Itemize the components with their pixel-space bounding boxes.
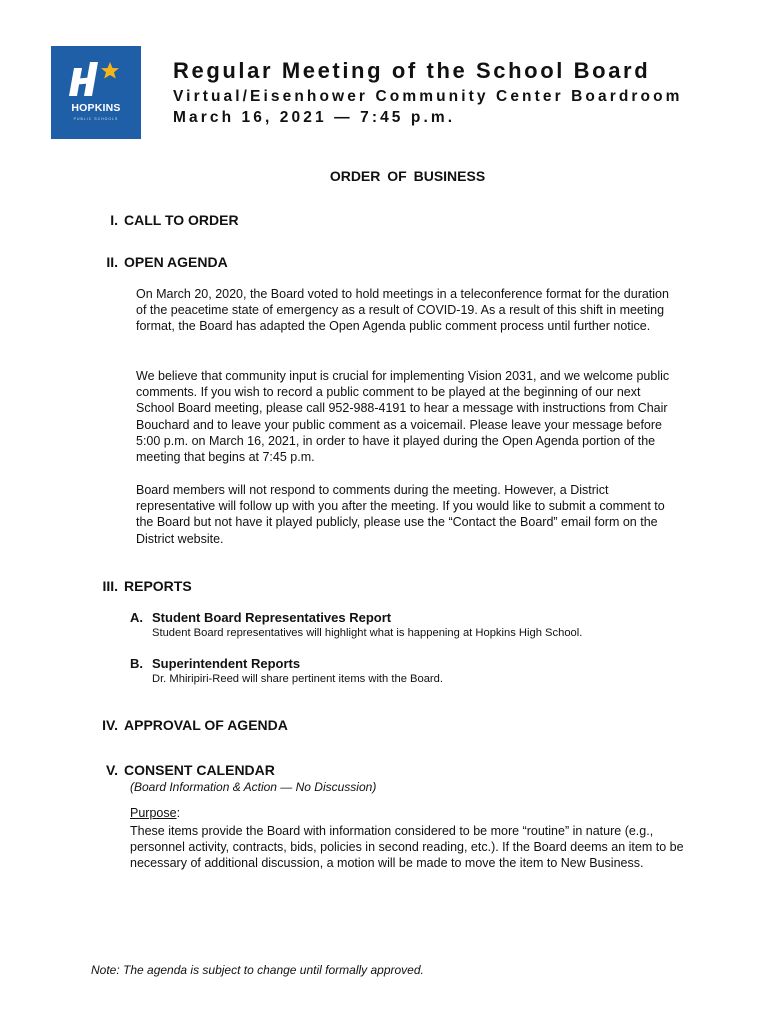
section-consent-calendar xyxy=(82,762,275,778)
section-number: V. xyxy=(106,762,118,778)
page-title: Regular Meeting of the School Board xyxy=(173,58,651,83)
section-number: II. xyxy=(106,254,118,270)
purpose-label-text: Purpose xyxy=(130,806,177,820)
meeting-location: Virtual/Eisenhower Community Center Boardroom xyxy=(173,88,683,105)
hopkins-h-mark-icon xyxy=(51,46,141,139)
section-number: III. xyxy=(102,578,118,594)
section-number: I. xyxy=(110,212,118,228)
section-open-agenda xyxy=(82,254,228,270)
report-a-title: Student Board Representatives Report xyxy=(152,610,392,625)
section-reports xyxy=(82,578,192,594)
hopkins-logo xyxy=(51,46,141,139)
report-b-heading xyxy=(130,656,300,671)
purpose-label: Purpose: xyxy=(130,806,181,820)
open-agenda-paragraph-1: On March 20, 2020, the Board voted to hold meetings in a teleconference format for the duration of the peacetime state of emergency as a result of COVID-19. As a result of this shift in meeting format, the Board has adapted the Open Agenda public comment process until further notice. xyxy=(136,287,669,334)
section-title: REPORTS xyxy=(124,578,192,594)
logo-wordmark: HOPKINS xyxy=(71,102,121,114)
consent-calendar-note: (Board Information & Action — No Discussion) xyxy=(130,780,377,794)
open-agenda-paragraph-2: We believe that community input is crucial for implementing Vision 2031, and we welcome public comments. If you wish to record a public comment to be played at the beginning of our next School Board meeting, please call 952-988-4191 to hear a message with instructions from Chair Bouchard and to leave your public comment as a voicemail. Please leave your message before 5:00 p.m. on March 16, 2021, in order to have it played during the Open Agenda portion of the meeting that begins at 7:45 p.m. xyxy=(136,369,670,465)
report-a-heading xyxy=(130,610,391,625)
report-b-label: B. xyxy=(130,656,143,671)
open-agenda-paragraph-3: Board members will not respond to comments during the meeting. However, a District representative will follow up with you after the meeting. If you would like to submit a comment to the Board but not have it played publicly, please use the “Contact the Board” email form on the District website. xyxy=(136,483,665,546)
meeting-datetime: March 16, 2021 — 7:45 p.m. xyxy=(173,109,456,126)
logo-tagline: PUBLIC SCHOOLS xyxy=(73,117,119,121)
purpose-text: These items provide the Board with information considered to be more “routine” in nature (e.g., personnel activity, contracts, bids, policies in second reading, etc.). If the Board deems an item to be necessary of additional discussion, a motion will be made to move the item to New Business. xyxy=(130,824,684,871)
section-title: CALL TO ORDER xyxy=(124,212,239,228)
report-a-label: A. xyxy=(130,610,143,625)
star-icon xyxy=(101,62,119,79)
section-call-to-order xyxy=(82,212,239,228)
section-title: CONSENT CALENDAR xyxy=(124,762,275,778)
section-number: IV. xyxy=(102,717,118,733)
order-of-business-heading: ORDER OF BUSINESS xyxy=(329,168,486,184)
report-a-text: Student Board representatives will highlight what is happening at Hopkins High School. xyxy=(152,627,583,639)
section-approval-of-agenda xyxy=(82,717,288,733)
section-title: APPROVAL OF AGENDA xyxy=(124,717,288,733)
section-title: OPEN AGENDA xyxy=(124,254,228,270)
footer-note: Note: The agenda is subject to change until formally approved. xyxy=(91,963,424,977)
report-b-title: Superintendent Reports xyxy=(152,656,301,671)
report-b-text: Dr. Mhiripiri-Reed will share pertinent items with the Board. xyxy=(152,673,443,685)
